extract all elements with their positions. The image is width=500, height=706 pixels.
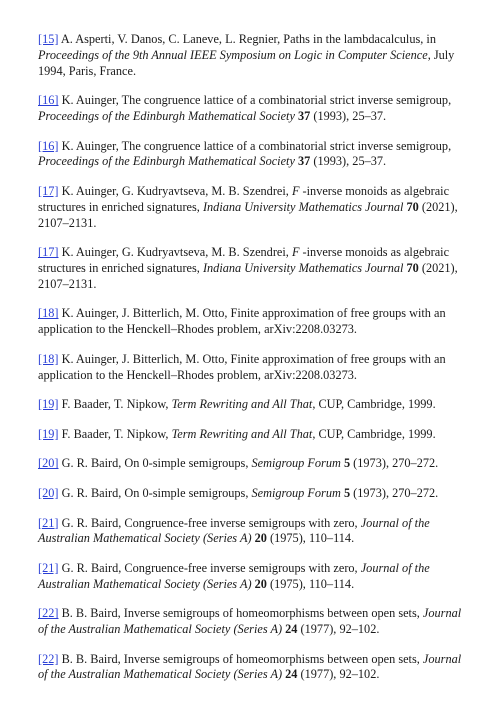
- reference-text: (1973), 270–272.: [350, 485, 439, 500]
- reference-volume: 37: [298, 108, 311, 123]
- reference-text: F. Baader, T. Nipkow,: [58, 426, 172, 441]
- reference-entry: [38, 352, 470, 384]
- reference-text: B. B. Baird, Inverse semigroups of homeomorphisms between open sets,: [58, 651, 423, 666]
- reference-text: G. R. Baird, Congruence-free inverse semigroups with zero,: [58, 515, 361, 530]
- reference-entry: [38, 486, 470, 502]
- reference-text: (1993), 25–37.: [310, 108, 387, 123]
- reference-venue: Term Rewriting and All That: [171, 426, 313, 441]
- reference-text: G. R. Baird, On 0-simple semigroups,: [58, 456, 252, 471]
- reference-number-link[interactable]: [21]: [38, 560, 59, 575]
- reference-venue: Semigroup Forum: [251, 456, 341, 471]
- reference-text: K. Auinger, The congruence lattice of a combinatorial strict inverse semigroup,: [58, 138, 452, 153]
- reference-venue: Semigroup Forum: [251, 485, 341, 500]
- reference-volume: 20: [254, 576, 267, 591]
- reference-entry: [38, 139, 470, 171]
- reference-entry: [38, 93, 470, 125]
- reference-number-link[interactable]: [17]: [38, 183, 59, 198]
- reference-text: K. Auinger, J. Bitterlich, M. Otto, Finite approximation of free groups with an application to the Henckell–Rhodes problem, arXiv:2208.03273.: [38, 351, 446, 382]
- reference-number-link[interactable]: [18]: [38, 306, 59, 321]
- reference-entry: [38, 397, 470, 413]
- reference-volume: 24: [285, 667, 298, 682]
- reference-text: K. Auinger, G. Kudryavtseva, M. B. Szendrei,: [58, 245, 292, 260]
- reference-number-link[interactable]: [19]: [38, 397, 59, 412]
- reference-venue: Proceedings of the Edinburgh Mathematical Society: [38, 108, 295, 123]
- reference-entry: [38, 427, 470, 443]
- reference-venue: Journal of the Australian Mathematical Society (Series A): [38, 515, 430, 546]
- reference-text: (2021), 2107–2131.: [38, 260, 458, 291]
- reference-text: F. Baader, T. Nipkow,: [58, 397, 172, 412]
- reference-text: K. Auinger, The congruence lattice of a combinatorial strict inverse semigroup,: [58, 93, 452, 108]
- reference-volume: 20: [254, 531, 267, 546]
- reference-math-symbol: F: [291, 183, 300, 198]
- reference-number-link[interactable]: [21]: [38, 515, 59, 530]
- reference-venue: Term Rewriting and All That: [171, 397, 313, 412]
- reference-text: (2021), 2107–2131.: [38, 199, 458, 230]
- reference-volume: 70: [406, 199, 419, 214]
- reference-text: (1975), 110–114.: [266, 531, 355, 546]
- reference-text: G. R. Baird, Congruence-free inverse semigroups with zero,: [58, 560, 361, 575]
- reference-list: [38, 32, 470, 697]
- reference-number-link[interactable]: [22]: [38, 651, 59, 666]
- reference-entry: [38, 245, 470, 292]
- reference-volume: 37: [298, 154, 311, 169]
- reference-venue: Proceedings of the Edinburgh Mathematical Society: [38, 154, 295, 169]
- reference-text: A. Asperti, V. Danos, C. Laneve, L. Regnier, Paths in the lambdacalculus, in: [58, 32, 436, 46]
- reference-text: , CUP, Cambridge, 1999.: [312, 426, 436, 441]
- reference-number-link[interactable]: [20]: [38, 456, 59, 471]
- reference-entry: [38, 516, 470, 548]
- reference-venue: Journal of the Australian Mathematical Society (Series A): [38, 606, 462, 637]
- reference-venue: Indiana University Mathematics Journal: [202, 260, 404, 275]
- reference-volume: 24: [285, 622, 298, 637]
- reference-entry: [38, 306, 470, 338]
- reference-text: G. R. Baird, On 0-simple semigroups,: [58, 485, 252, 500]
- reference-entry: [38, 561, 470, 593]
- reference-number-link[interactable]: [22]: [38, 606, 59, 621]
- reference-entry: [38, 606, 470, 638]
- reference-text: K. Auinger, J. Bitterlich, M. Otto, Finite approximation of free groups with an application to the Henckell–Rhodes problem, arXiv:2208.03273.: [38, 306, 446, 337]
- reference-text: -inverse monoids as algebraic structures in enriched signatures,: [38, 245, 450, 275]
- reference-text: , July 1994, Paris, France.: [38, 47, 455, 78]
- reference-venue: Indiana University Mathematics Journal: [202, 199, 404, 214]
- reference-number-link[interactable]: [20]: [38, 485, 59, 500]
- reference-number-link[interactable]: [15]: [38, 32, 59, 46]
- reference-text: (1975), 110–114.: [266, 576, 355, 591]
- reference-entry: [38, 32, 470, 79]
- reference-venue: Journal of the Australian Mathematical Society (Series A): [38, 651, 462, 682]
- reference-venue: Proceedings of the 9th Annual IEEE Symposium on Logic in Computer Science: [38, 47, 428, 62]
- reference-math-symbol: F: [291, 245, 300, 260]
- reference-entry: [38, 184, 470, 231]
- reference-number-link[interactable]: [18]: [38, 351, 59, 366]
- reference-text: (1973), 270–272.: [350, 456, 439, 471]
- reference-entry: [38, 456, 470, 472]
- reference-entry: [38, 652, 470, 684]
- reference-text: B. B. Baird, Inverse semigroups of homeomorphisms between open sets,: [58, 606, 423, 621]
- reference-text: (1993), 25–37.: [310, 154, 387, 169]
- reference-volume: 5: [343, 456, 351, 471]
- reference-number-link[interactable]: [19]: [38, 426, 59, 441]
- reference-text: K. Auinger, G. Kudryavtseva, M. B. Szendrei,: [58, 183, 292, 198]
- reference-text: , CUP, Cambridge, 1999.: [312, 397, 436, 412]
- reference-number-link[interactable]: [16]: [38, 93, 59, 108]
- reference-text: (1977), 92–102.: [297, 667, 380, 682]
- reference-number-link[interactable]: [17]: [38, 245, 59, 260]
- reference-number-link[interactable]: [16]: [38, 138, 59, 153]
- reference-text: (1977), 92–102.: [297, 622, 380, 637]
- reference-volume: 70: [406, 260, 419, 275]
- reference-text: -inverse monoids as algebraic structures in enriched signatures,: [38, 183, 450, 214]
- reference-volume: 5: [343, 485, 351, 500]
- reference-venue: Journal of the Australian Mathematical Society (Series A): [38, 560, 430, 591]
